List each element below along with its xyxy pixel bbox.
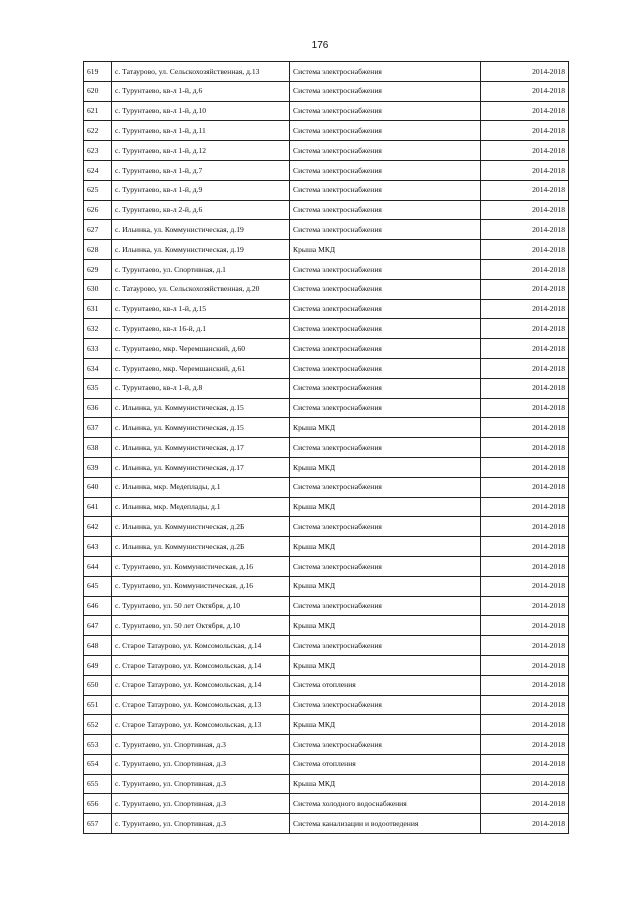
row-number-cell: 654 (84, 754, 112, 774)
address-cell: с. Ильинка, ул. Коммунистическая, д.2Б (112, 537, 290, 557)
period-cell: 2014-2018 (481, 655, 569, 675)
system-cell: Крыша МКД (290, 655, 481, 675)
table-row (84, 497, 569, 517)
row-number-cell: 652 (84, 715, 112, 735)
row-number-cell: 642 (84, 517, 112, 537)
system-cell: Система электроснабжения (290, 121, 481, 141)
table-row (84, 794, 569, 814)
table-row (84, 556, 569, 576)
system-cell: Система электроснабжения (290, 378, 481, 398)
period-cell: 2014-2018 (481, 735, 569, 755)
row-number-cell: 649 (84, 655, 112, 675)
table-row (84, 675, 569, 695)
table-row (84, 81, 569, 101)
address-cell: с. Турунтаево, ул. 50 лет Октября, д.10 (112, 596, 290, 616)
address-cell: с. Ильинка, ул. Коммунистическая, д.17 (112, 438, 290, 458)
system-cell: Система отопления (290, 754, 481, 774)
row-number-cell: 638 (84, 438, 112, 458)
address-cell: с. Ильинка, ул. Коммунистическая, д.15 (112, 418, 290, 438)
period-cell: 2014-2018 (481, 616, 569, 636)
period-cell: 2014-2018 (481, 715, 569, 735)
table-row (84, 477, 569, 497)
table-row (84, 418, 569, 438)
period-cell: 2014-2018 (481, 339, 569, 359)
row-number-cell: 623 (84, 141, 112, 161)
row-number-cell: 627 (84, 220, 112, 240)
address-cell: с. Ильинка, ул. Коммунистическая, д.19 (112, 240, 290, 260)
system-cell: Крыша МКД (290, 457, 481, 477)
system-cell: Система электроснабжения (290, 200, 481, 220)
address-cell: с. Турунтаево, ул. Спортивная, д.3 (112, 794, 290, 814)
address-cell: с. Татаурово, ул. Сельскохозяйственная, д.13 (112, 62, 290, 82)
period-cell: 2014-2018 (481, 695, 569, 715)
address-cell: с. Ильинка, ул. Коммунистическая, д.2Б (112, 517, 290, 537)
period-cell: 2014-2018 (481, 101, 569, 121)
row-number-cell: 629 (84, 259, 112, 279)
row-number-cell: 646 (84, 596, 112, 616)
address-cell: с. Турунтаево, кв-л 1-й, д.11 (112, 121, 290, 141)
period-cell: 2014-2018 (481, 576, 569, 596)
address-cell: с. Турунтаево, ул. Коммунистическая, д.16 (112, 556, 290, 576)
system-cell: Система электроснабжения (290, 81, 481, 101)
address-cell: с. Старое Татаурово, ул. Комсомольская, д.13 (112, 695, 290, 715)
page-number: 176 (311, 40, 329, 51)
system-cell: Крыша МКД (290, 537, 481, 557)
system-cell: Крыша МКД (290, 418, 481, 438)
period-cell: 2014-2018 (481, 497, 569, 517)
address-cell: с. Турунтаево, ул. Спортивная, д.1 (112, 259, 290, 279)
row-number-cell: 657 (84, 814, 112, 834)
table-row (84, 457, 569, 477)
system-cell: Система электроснабжения (290, 299, 481, 319)
system-cell: Система отопления (290, 675, 481, 695)
system-cell: Крыша МКД (290, 576, 481, 596)
table-row (84, 735, 569, 755)
row-number-cell: 653 (84, 735, 112, 755)
row-number-cell: 656 (84, 794, 112, 814)
table-row (84, 378, 569, 398)
row-number-cell: 650 (84, 675, 112, 695)
table-row (84, 62, 569, 82)
table-row (84, 180, 569, 200)
period-cell: 2014-2018 (481, 814, 569, 834)
row-number-cell: 651 (84, 695, 112, 715)
table-row (84, 160, 569, 180)
period-cell: 2014-2018 (481, 774, 569, 794)
table-row (84, 774, 569, 794)
period-cell: 2014-2018 (481, 556, 569, 576)
row-number-cell: 628 (84, 240, 112, 260)
address-cell: с. Турунтаево, кв-л 1-й, д.6 (112, 81, 290, 101)
system-cell: Система электроснабжения (290, 636, 481, 656)
period-cell: 2014-2018 (481, 220, 569, 240)
address-cell: с. Ильинка, ул. Коммунистическая, д.19 (112, 220, 290, 240)
address-cell: с. Турунтаево, ул. Спортивная, д.3 (112, 814, 290, 834)
table-row (84, 438, 569, 458)
period-cell: 2014-2018 (481, 180, 569, 200)
table-row (84, 358, 569, 378)
address-cell: с. Турунтаево, ул. Спортивная, д.3 (112, 754, 290, 774)
system-cell: Крыша МКД (290, 616, 481, 636)
table-row (84, 339, 569, 359)
system-cell: Система электроснабжения (290, 62, 481, 82)
address-cell: с. Турунтаево, кв-л 1-й, д.8 (112, 378, 290, 398)
repair-schedule-table (83, 61, 569, 834)
table-row (84, 576, 569, 596)
row-number-cell: 634 (84, 358, 112, 378)
row-number-cell: 648 (84, 636, 112, 656)
row-number-cell: 630 (84, 279, 112, 299)
table-row (84, 240, 569, 260)
system-cell: Система электроснабжения (290, 596, 481, 616)
period-cell: 2014-2018 (481, 378, 569, 398)
row-number-cell: 622 (84, 121, 112, 141)
table-row (84, 695, 569, 715)
period-cell: 2014-2018 (481, 477, 569, 497)
period-cell: 2014-2018 (481, 141, 569, 161)
table-row (84, 537, 569, 557)
address-cell: с. Татаурово, ул. Сельскохозяйственная, д.20 (112, 279, 290, 299)
system-cell: Система холодного водоснабжения (290, 794, 481, 814)
system-cell: Система канализации и водоотведения (290, 814, 481, 834)
period-cell: 2014-2018 (481, 754, 569, 774)
row-number-cell: 632 (84, 319, 112, 339)
period-cell: 2014-2018 (481, 596, 569, 616)
address-cell: с. Турунтаево, кв-л 1-й, д.12 (112, 141, 290, 161)
table-row (84, 636, 569, 656)
row-number-cell: 625 (84, 180, 112, 200)
address-cell: с. Турунтаево, мкр. Черемшанский, д.60 (112, 339, 290, 359)
table-row (84, 220, 569, 240)
system-cell: Крыша МКД (290, 774, 481, 794)
row-number-cell: 624 (84, 160, 112, 180)
row-number-cell: 631 (84, 299, 112, 319)
address-cell: с. Ильинка, ул. Коммунистическая, д.17 (112, 457, 290, 477)
system-cell: Система электроснабжения (290, 358, 481, 378)
system-cell: Система электроснабжения (290, 477, 481, 497)
address-cell: с. Ильинка, мкр. Медеплады, д.1 (112, 497, 290, 517)
system-cell: Крыша МКД (290, 240, 481, 260)
system-cell: Крыша МКД (290, 715, 481, 735)
period-cell: 2014-2018 (481, 240, 569, 260)
period-cell: 2014-2018 (481, 358, 569, 378)
row-number-cell: 640 (84, 477, 112, 497)
row-number-cell: 636 (84, 398, 112, 418)
row-number-cell: 619 (84, 62, 112, 82)
address-cell: с. Турунтаево, ул. Коммунистическая, д.16 (112, 576, 290, 596)
table-row (84, 141, 569, 161)
system-cell: Система электроснабжения (290, 160, 481, 180)
address-cell: с. Турунтаево, кв-л 1-й, д.9 (112, 180, 290, 200)
address-cell: с. Ильинка, мкр. Медеплады, д.1 (112, 477, 290, 497)
period-cell: 2014-2018 (481, 537, 569, 557)
address-cell: с. Турунтаево, кв-л 1-й, д.7 (112, 160, 290, 180)
period-cell: 2014-2018 (481, 62, 569, 82)
table-row (84, 754, 569, 774)
row-number-cell: 641 (84, 497, 112, 517)
period-cell: 2014-2018 (481, 299, 569, 319)
table-row (84, 596, 569, 616)
period-cell: 2014-2018 (481, 200, 569, 220)
system-cell: Система электроснабжения (290, 339, 481, 359)
address-cell: с. Турунтаево, ул. Спортивная, д.3 (112, 735, 290, 755)
address-cell: с. Ильинка, ул. Коммунистическая, д.15 (112, 398, 290, 418)
address-cell: с. Турунтаево, кв-л 2-й, д.6 (112, 200, 290, 220)
table-row (84, 101, 569, 121)
address-cell: с. Старое Татаурово, ул. Комсомольская, д.14 (112, 636, 290, 656)
system-cell: Крыша МКД (290, 497, 481, 517)
period-cell: 2014-2018 (481, 517, 569, 537)
table-row (84, 279, 569, 299)
system-cell: Система электроснабжения (290, 556, 481, 576)
table-row (84, 715, 569, 735)
table-row (84, 299, 569, 319)
address-cell: с. Турунтаево, ул. Спортивная, д.3 (112, 774, 290, 794)
row-number-cell: 655 (84, 774, 112, 794)
period-cell: 2014-2018 (481, 279, 569, 299)
system-cell: Система электроснабжения (290, 438, 481, 458)
table-row (84, 517, 569, 537)
period-cell: 2014-2018 (481, 81, 569, 101)
address-cell: с. Старое Татаурово, ул. Комсомольская, д.14 (112, 675, 290, 695)
system-cell: Система электроснабжения (290, 735, 481, 755)
row-number-cell: 645 (84, 576, 112, 596)
system-cell: Система электроснабжения (290, 141, 481, 161)
system-cell: Система электроснабжения (290, 259, 481, 279)
table-row (84, 259, 569, 279)
period-cell: 2014-2018 (481, 259, 569, 279)
system-cell: Система электроснабжения (290, 180, 481, 200)
address-cell: с. Турунтаево, мкр. Черемшанский, д.61 (112, 358, 290, 378)
row-number-cell: 633 (84, 339, 112, 359)
system-cell: Система электроснабжения (290, 220, 481, 240)
period-cell: 2014-2018 (481, 794, 569, 814)
address-cell: с. Турунтаево, кв-л 1-й, д.10 (112, 101, 290, 121)
table-row (84, 655, 569, 675)
address-cell: с. Турунтаево, кв-л 16-й, д.1 (112, 319, 290, 339)
system-cell: Система электроснабжения (290, 101, 481, 121)
period-cell: 2014-2018 (481, 121, 569, 141)
table-body (84, 62, 569, 834)
table-row (84, 319, 569, 339)
row-number-cell: 635 (84, 378, 112, 398)
address-cell: с. Старое Татаурово, ул. Комсомольская, д.14 (112, 655, 290, 675)
system-cell: Система электроснабжения (290, 695, 481, 715)
table-row (84, 200, 569, 220)
table-row (84, 814, 569, 834)
row-number-cell: 637 (84, 418, 112, 438)
system-cell: Система электроснабжения (290, 319, 481, 339)
period-cell: 2014-2018 (481, 418, 569, 438)
period-cell: 2014-2018 (481, 319, 569, 339)
row-number-cell: 643 (84, 537, 112, 557)
address-cell: с. Старое Татаурово, ул. Комсомольская, д.13 (112, 715, 290, 735)
address-cell: с. Турунтаево, кв-л 1-й, д.15 (112, 299, 290, 319)
period-cell: 2014-2018 (481, 160, 569, 180)
period-cell: 2014-2018 (481, 457, 569, 477)
system-cell: Система электроснабжения (290, 517, 481, 537)
system-cell: Система электроснабжения (290, 279, 481, 299)
row-number-cell: 647 (84, 616, 112, 636)
table-row (84, 398, 569, 418)
address-cell: с. Турунтаево, ул. 50 лет Октября, д.10 (112, 616, 290, 636)
system-cell: Система электроснабжения (290, 398, 481, 418)
table-row (84, 616, 569, 636)
period-cell: 2014-2018 (481, 438, 569, 458)
row-number-cell: 621 (84, 101, 112, 121)
row-number-cell: 620 (84, 81, 112, 101)
period-cell: 2014-2018 (481, 675, 569, 695)
table-row (84, 121, 569, 141)
row-number-cell: 644 (84, 556, 112, 576)
row-number-cell: 639 (84, 457, 112, 477)
period-cell: 2014-2018 (481, 636, 569, 656)
period-cell: 2014-2018 (481, 398, 569, 418)
row-number-cell: 626 (84, 200, 112, 220)
